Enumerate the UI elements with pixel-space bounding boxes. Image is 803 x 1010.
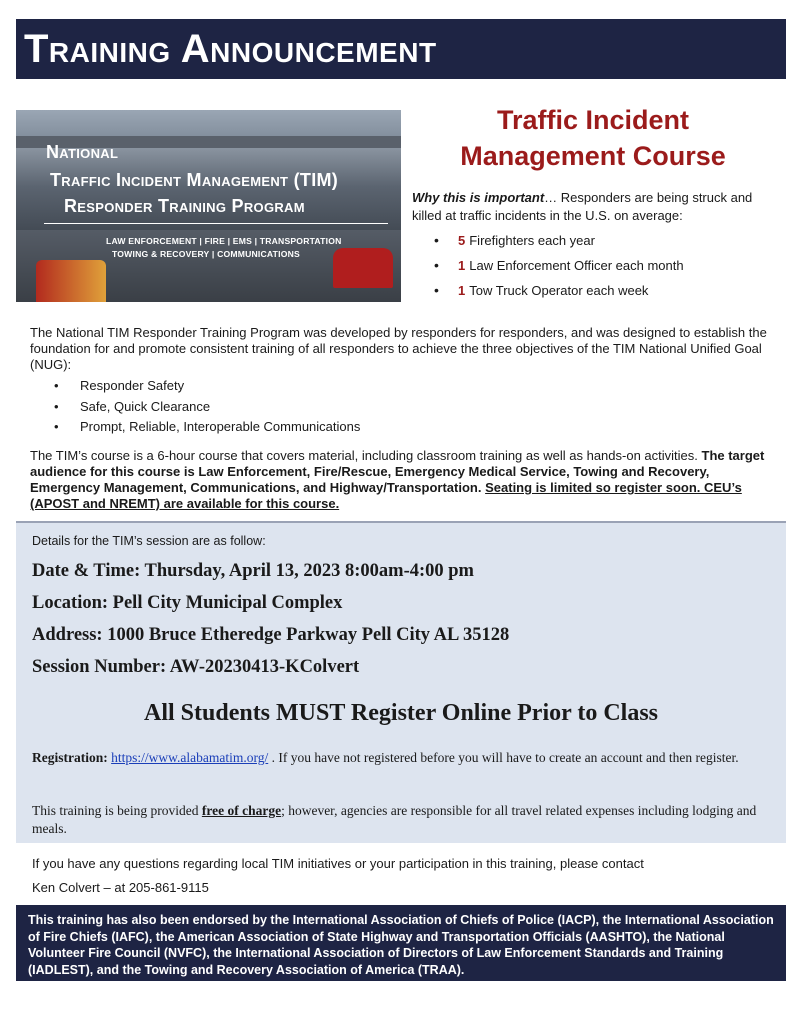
stat-number: 5 bbox=[458, 233, 466, 248]
header-bar bbox=[16, 19, 786, 79]
registration-info bbox=[32, 749, 762, 767]
course-info bbox=[30, 448, 772, 512]
endorsement-bar bbox=[16, 905, 786, 981]
session-location: Location: Pell City Municipal Complex bbox=[32, 593, 343, 613]
course-title-line1: Traffic Incident bbox=[496, 105, 690, 135]
list-item: • Safe, Quick Clearance bbox=[54, 397, 360, 418]
contact-info: Ken Colvert – at 205-861-9115 bbox=[32, 880, 209, 895]
stat-text: Firefighters each year bbox=[469, 233, 595, 248]
nug-objectives bbox=[54, 376, 360, 438]
registration-text: . If you have not registered before you will have to create an account and then register. bbox=[268, 750, 739, 765]
why-important bbox=[412, 189, 784, 225]
hero-line-national: National bbox=[46, 142, 119, 162]
must-register-heading: All Students MUST Register Online Prior to Class bbox=[143, 700, 659, 726]
hero-image bbox=[16, 110, 401, 302]
why-lead: Why this is important bbox=[412, 190, 545, 205]
hero-divider bbox=[44, 223, 388, 224]
list-item bbox=[434, 228, 684, 253]
registration-link[interactable]: https://www.alabamatim.org/ bbox=[111, 750, 269, 765]
cost-post: ; however, agencies are responsible for all travel related expenses including lodging and meals. bbox=[32, 803, 757, 836]
list-item: • Prompt, Reliable, Interoperable Communications bbox=[54, 417, 360, 438]
stat-text: Law Enforcement Officer each month bbox=[469, 258, 684, 273]
cost-pre: This training is being provided bbox=[32, 803, 202, 818]
course-length: The TIM’s course is a 6-hour course that covers material, including classroom training as well as hands-on activities. bbox=[30, 448, 698, 463]
hero-line-program: Responder Training Program bbox=[64, 196, 305, 216]
target-audience: The target audience for this course is Law Enforcement, Fire/Rescue, Emergency Medical Service, Towing and Recovery, Emergency Management, Communications, and Highway/Transportation. bbox=[30, 448, 765, 495]
seating-notice: Seating is limited so register soon. CEU’s (APOST and NREMT) are available for this course. bbox=[30, 480, 742, 511]
list-item bbox=[434, 253, 684, 278]
course-title bbox=[412, 102, 774, 174]
endorsement-text: This training has also been endorsed by the International Association of Chiefs of Police (IACP), the International Association of Fire Chiefs (IAFC), the American Association of State Highway and Transportation Officials (AASHTO), the National Volunteer Fire Council (NVFC), the International Association of Directors of Law Enforcement Standards and Training (IADLEST), and the Towing and Recovery Association of America (TRAA). bbox=[28, 913, 774, 977]
why-text: … Responders are being struck and killed at traffic incidents in the U.S. on average: bbox=[412, 190, 753, 223]
page-title: Training Announcement bbox=[24, 26, 437, 71]
questions-text: If you have any questions regarding local TIM initiatives or your participation in this training, please contact bbox=[32, 856, 644, 871]
hero-line-tim: Traffic Incident Management (TIM) bbox=[50, 170, 339, 190]
cost-info bbox=[32, 802, 762, 838]
course-title-line2: Management Course bbox=[460, 141, 726, 171]
stat-number: 1 bbox=[458, 258, 466, 273]
list-item: • Responder Safety bbox=[54, 376, 360, 397]
session-address: Address: 1000 Bruce Etheredge Parkway Pell City AL 35128 bbox=[32, 625, 510, 645]
stat-text: Tow Truck Operator each week bbox=[469, 283, 649, 298]
details-intro: Details for the TIM’s session are as follow: bbox=[32, 534, 266, 548]
hero-disciplines-1: LAW ENFORCEMENT | FIRE | EMS | TRANSPORTATION bbox=[106, 236, 342, 246]
session-number: Session Number: AW-20230413-KColvert bbox=[32, 657, 360, 677]
stat-number: 1 bbox=[458, 283, 466, 298]
hero-disciplines-2: TOWING & RECOVERY | COMMUNICATIONS bbox=[112, 249, 300, 259]
session-date-time: Date & Time: Thursday, April 13, 2023 8:00am-4:00 pm bbox=[32, 561, 474, 581]
free-of-charge: free of charge bbox=[201, 803, 282, 818]
fire-truck-shape bbox=[36, 260, 106, 302]
registration-label: Registration: bbox=[32, 750, 108, 765]
red-vehicle-shape bbox=[333, 248, 393, 288]
list-item bbox=[434, 278, 684, 303]
program-description: The National TIM Responder Training Program was developed by responders for responders, and was designed to establish the foundation for and promote consistent training of all responders to achieve the three objectives of the TIM National Unified Goal (NUG): bbox=[30, 325, 767, 372]
fatality-stats bbox=[434, 228, 684, 303]
